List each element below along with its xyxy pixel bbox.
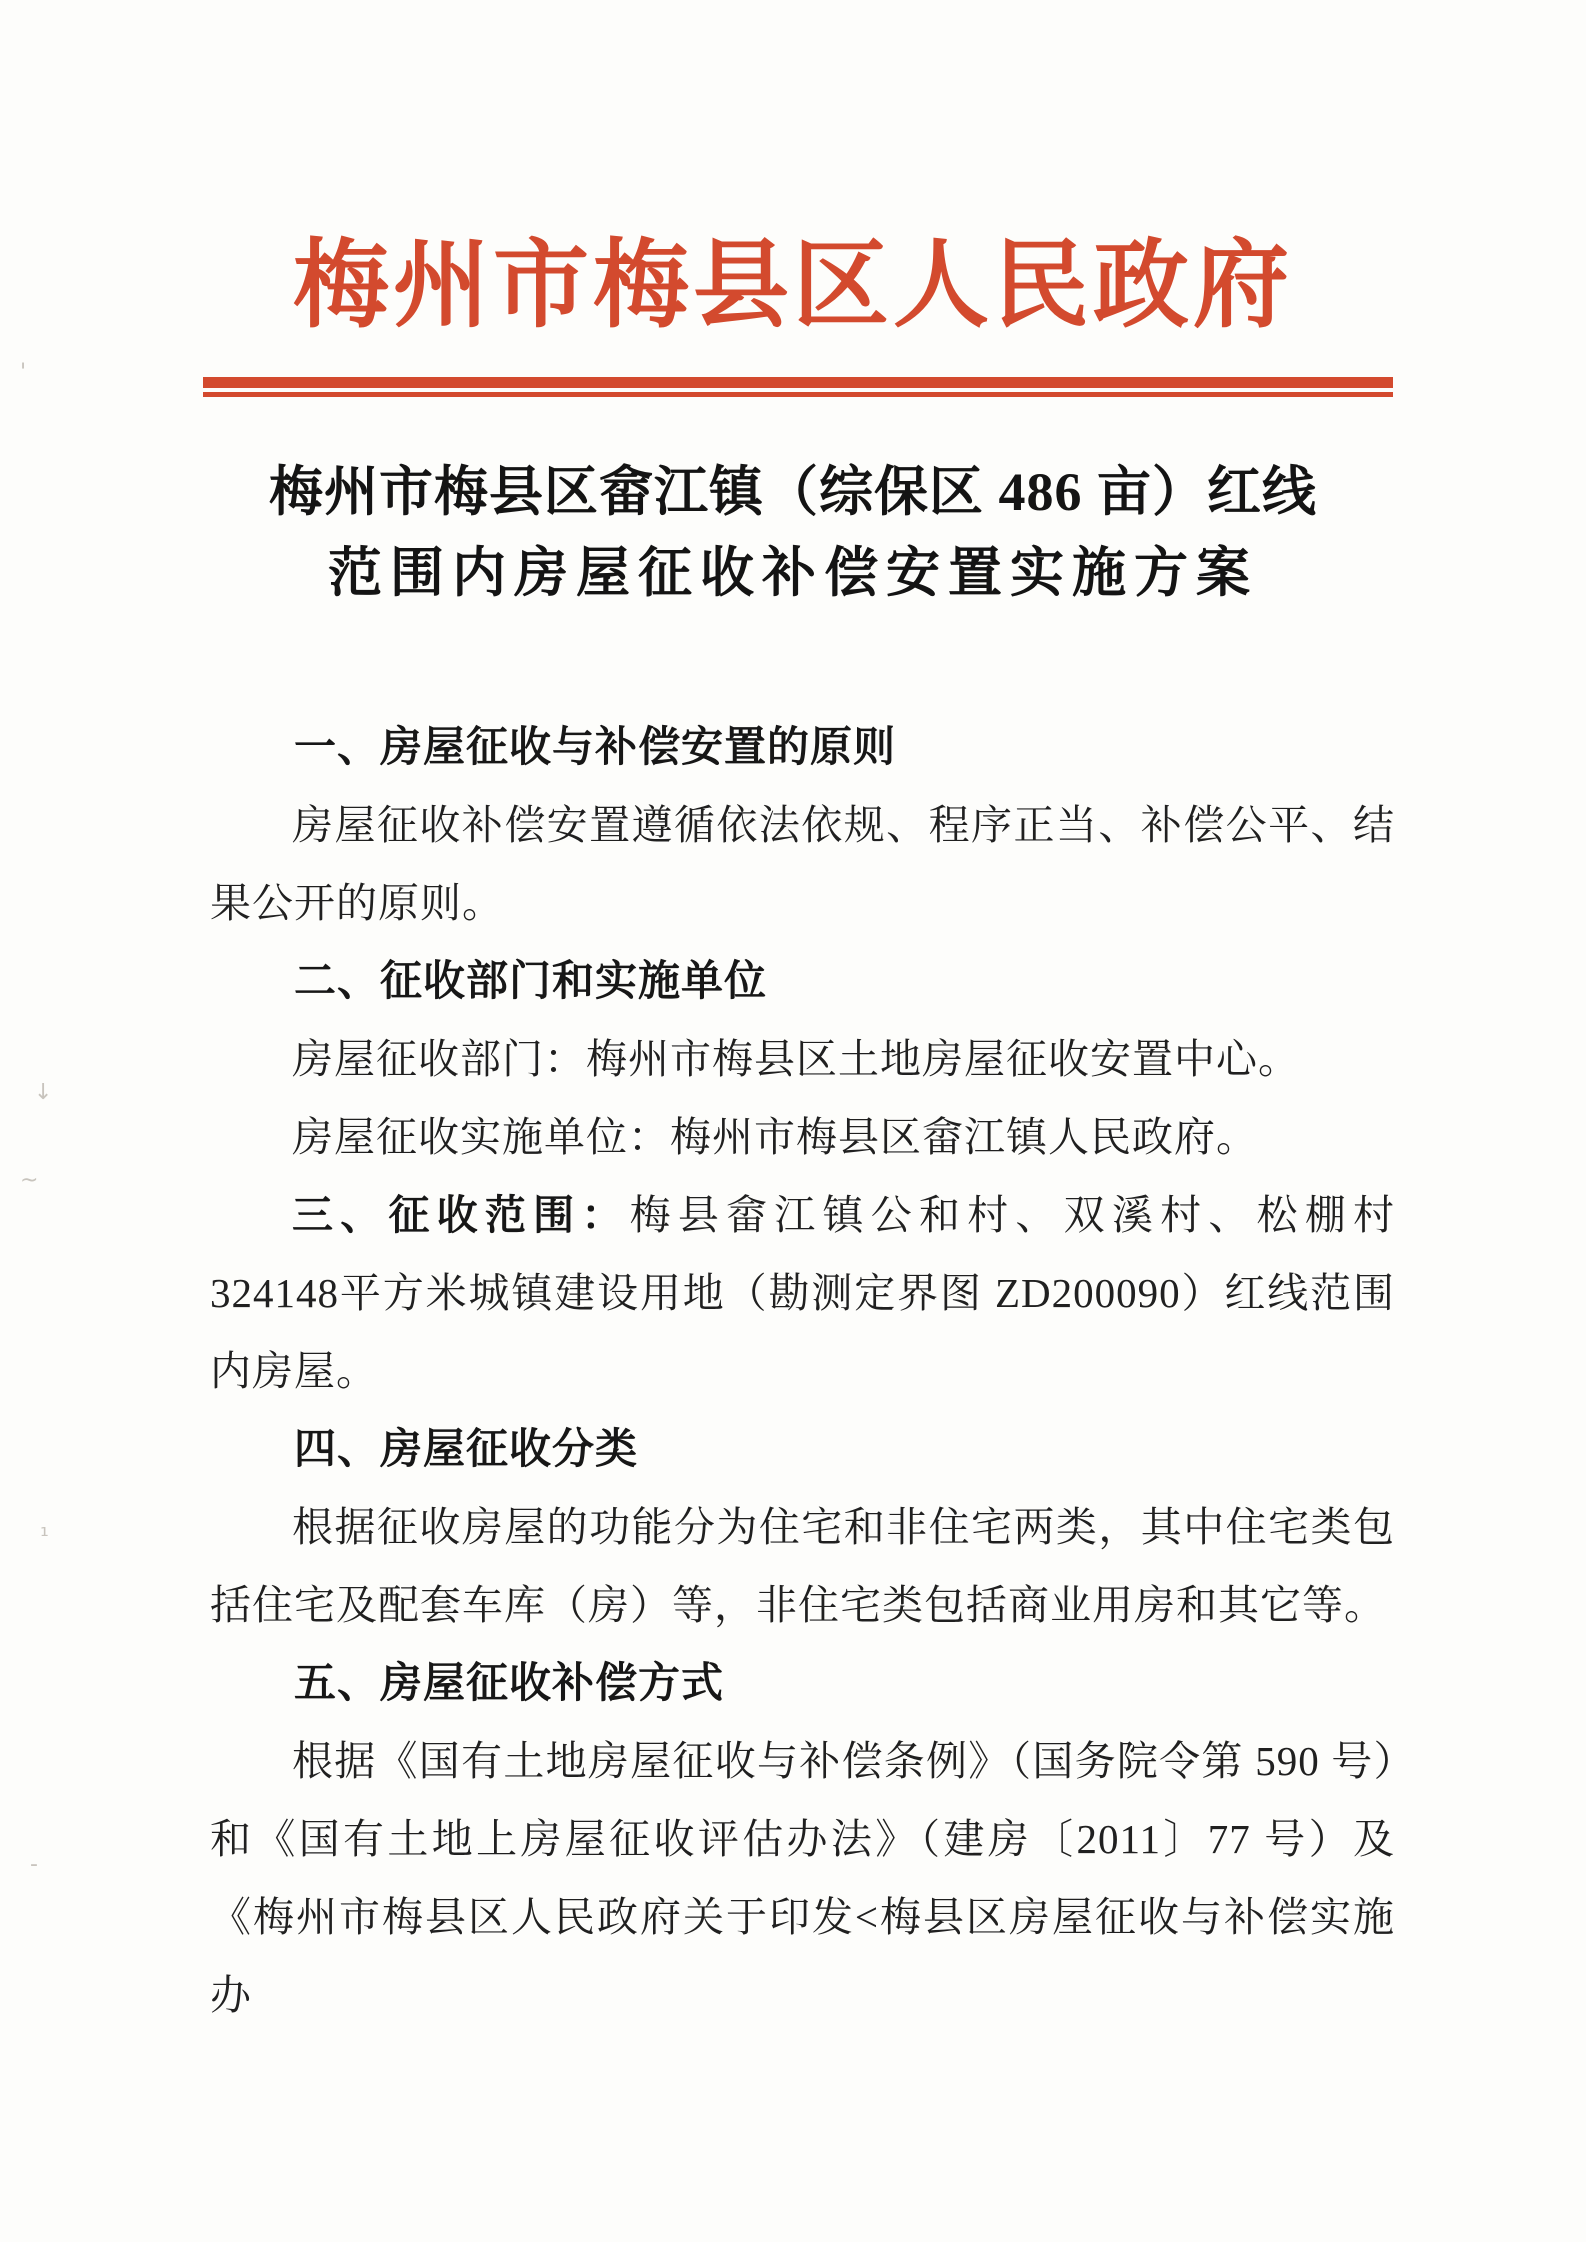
scan-artifact: ↓ xyxy=(34,1080,53,1105)
document-body xyxy=(210,708,1395,2034)
paragraph-house-categories: 根据征收房屋的功能分为住宅和非住宅两类，其中住宅类包括住宅及配套车库（房）等，非住宅类包括商业用房和其它等。 xyxy=(210,1504,1395,1628)
paragraph-compensation-basis: 根据《国有土地房屋征收与补偿条例》（国务院令第 590 号）和《国有土地上房屋征收评估办法》（建房〔2011〕77 号）及《梅州市梅县区人民政府关于印发<梅县区房屋征收与补偿实施办 xyxy=(210,1738,1395,2018)
document-title-line2: 范围内房屋征收补偿安置实施方案 xyxy=(328,543,1258,603)
paragraph-implementing-unit: 房屋征收实施单位：梅州市梅县区畲江镇人民政府。 xyxy=(292,1114,1258,1160)
section-heading-1: 一、房屋征收与补偿安置的原则 xyxy=(294,723,897,770)
section-heading-5: 五、房屋征收补偿方式 xyxy=(294,1659,725,1706)
scan-artifact: ~ xyxy=(20,1168,39,1193)
paragraph-levy-department: 房屋征收部门：梅州市梅县区土地房屋征收安置中心。 xyxy=(292,1036,1300,1082)
divider-thin-line xyxy=(203,392,1393,397)
section-heading-4: 四、房屋征收分类 xyxy=(294,1425,639,1472)
divider-thick-line xyxy=(203,377,1393,388)
document-title xyxy=(60,452,1526,614)
section-heading-3-inline: 三、征收范围： xyxy=(292,1192,630,1238)
levy-scope-text: 梅县畲江镇公和村、双溪村、松棚村 324148平方米城镇建设用地（勘测定界图 ZD200090）红线范围内房屋。 xyxy=(210,1192,1396,1394)
document-title-line1: 梅州市梅县区畲江镇（综保区 486 亩）红线 xyxy=(269,462,1317,522)
paragraph-principles: 房屋征收补偿安置遵循依法依规、程序正当、补偿公平、结果公开的原则。 xyxy=(210,802,1395,926)
letterhead-divider xyxy=(203,377,1393,397)
scan-artifact: - xyxy=(30,1852,38,1877)
paragraph-levy-scope xyxy=(210,1176,1395,1410)
scan-artifact: ¹ xyxy=(40,1524,49,1549)
letterhead-title: 梅州市梅县区人民政府 xyxy=(293,232,1293,339)
section-heading-2: 二、征收部门和实施单位 xyxy=(294,957,768,1004)
scan-artifact: ' xyxy=(20,360,27,385)
